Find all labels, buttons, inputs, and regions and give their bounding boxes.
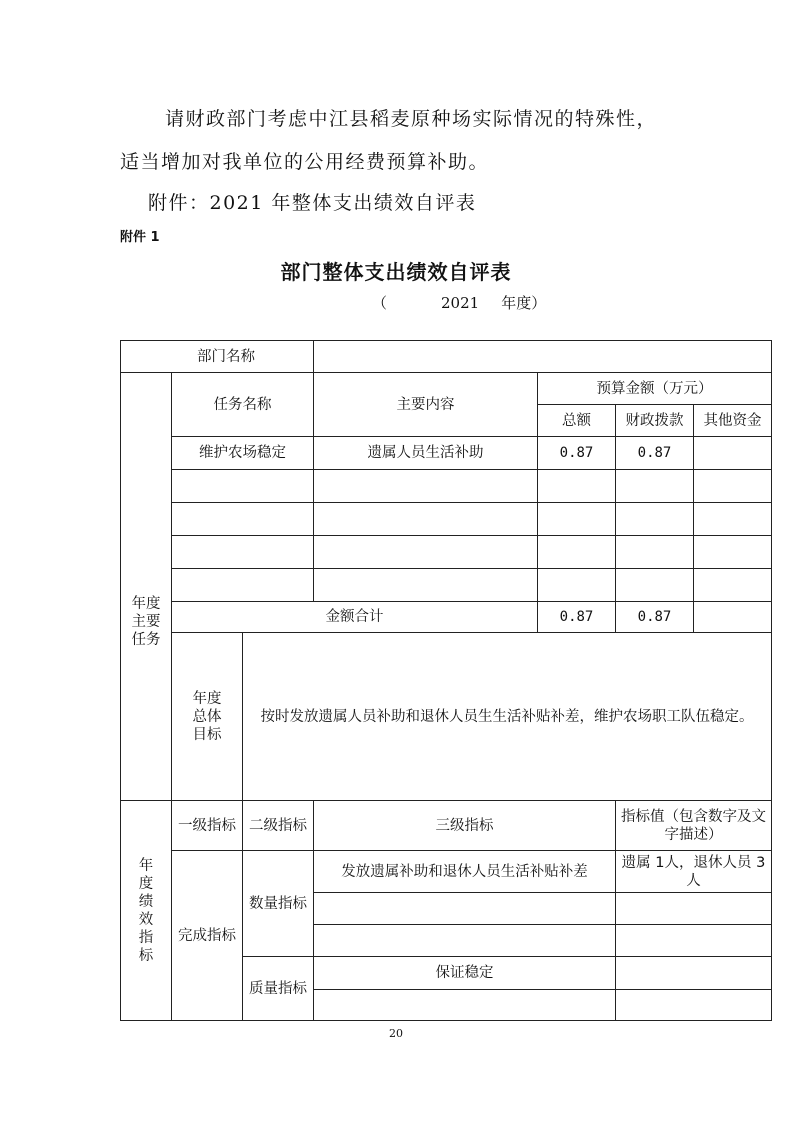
col-budget-amount: 预算金额（万元） xyxy=(538,373,772,405)
task-total-cell xyxy=(538,470,616,503)
col-level1: 一级指标 xyxy=(172,801,243,851)
year-suffix: 年度） xyxy=(501,294,547,312)
indicators-section-label: 年度绩效指标 xyxy=(121,801,172,1021)
col-main-content: 主要内容 xyxy=(314,373,538,437)
quality-value xyxy=(616,957,772,990)
task-name-cell xyxy=(172,470,314,503)
task-content-cell xyxy=(314,470,538,503)
year-line xyxy=(372,292,546,313)
paragraph-attachment: 附件：2021 年整体支出绩效自评表 xyxy=(148,192,477,214)
task-fiscal-cell: 0.87 xyxy=(616,437,694,470)
page-number: 20 xyxy=(389,1027,403,1040)
quality-item xyxy=(314,990,616,1021)
task-total-cell xyxy=(538,536,616,569)
task-other-cell xyxy=(694,503,772,536)
task-fiscal-cell xyxy=(616,503,694,536)
goal-text: 按时发放遗属人员补助和退休人员生生活补贴补差，维护农场职工队伍稳定。 xyxy=(243,633,772,801)
paragraph-request: 请财政部门考虑中江县稻麦原种场实际情况的特殊性， xyxy=(165,108,658,130)
level2-quantity: 数量指标 xyxy=(243,851,314,957)
task-other-cell xyxy=(694,437,772,470)
task-other-cell xyxy=(694,470,772,503)
paragraph-request-cont: 适当增加对我单位的公用经费预算补助。 xyxy=(120,151,490,173)
dept-name-value xyxy=(314,341,772,373)
task-total-cell: 0.87 xyxy=(538,437,616,470)
quantity-value xyxy=(616,925,772,957)
quantity-item xyxy=(314,893,616,925)
col-fiscal: 财政拨款 xyxy=(616,405,694,437)
task-fiscal-cell xyxy=(616,536,694,569)
col-level3: 三级指标 xyxy=(314,801,616,851)
col-task-name: 任务名称 xyxy=(172,373,314,437)
goal-section-label: 年度总体目标 xyxy=(172,633,243,801)
dept-name-label: 部门名称 xyxy=(121,341,314,373)
col-indicator-value: 指标值（包含数字及文字描述） xyxy=(616,801,772,851)
sum-fiscal: 0.87 xyxy=(616,602,694,633)
task-name-cell: 维护农场稳定 xyxy=(172,437,314,470)
task-fiscal-cell xyxy=(616,470,694,503)
task-total-cell xyxy=(538,569,616,602)
level1-completion: 完成指标 xyxy=(172,851,243,1021)
sum-other xyxy=(694,602,772,633)
task-name-cell xyxy=(172,536,314,569)
quantity-item: 发放遗属补助和退休人员生活补贴补差 xyxy=(314,851,616,893)
task-other-cell xyxy=(694,536,772,569)
quantity-item xyxy=(314,925,616,957)
evaluation-form-table xyxy=(120,340,772,1021)
year-value: 2021 xyxy=(441,294,480,312)
task-content-cell xyxy=(314,536,538,569)
task-name-cell xyxy=(172,503,314,536)
quality-value xyxy=(616,990,772,1021)
quantity-value xyxy=(616,893,772,925)
task-fiscal-cell xyxy=(616,569,694,602)
attachment-label: 附件 1 xyxy=(120,230,160,245)
task-name-cell xyxy=(172,569,314,602)
col-other: 其他资金 xyxy=(694,405,772,437)
col-total: 总额 xyxy=(538,405,616,437)
quantity-value: 遗属 1人，退休人员 3人 xyxy=(616,851,772,893)
form-title: 部门整体支出绩效自评表 xyxy=(280,260,512,284)
task-content-cell xyxy=(314,569,538,602)
task-total-cell xyxy=(538,503,616,536)
level2-quality: 质量指标 xyxy=(243,957,314,1021)
task-content-cell: 遗属人员生活补助 xyxy=(314,437,538,470)
quality-item: 保证稳定 xyxy=(314,957,616,990)
task-other-cell xyxy=(694,569,772,602)
task-content-cell xyxy=(314,503,538,536)
col-level2: 二级指标 xyxy=(243,801,314,851)
tasks-section-label: 年度主要任务 xyxy=(121,373,172,801)
year-open-paren: （ xyxy=(372,294,388,312)
sum-total: 0.87 xyxy=(538,602,616,633)
sum-label: 金额合计 xyxy=(172,602,538,633)
